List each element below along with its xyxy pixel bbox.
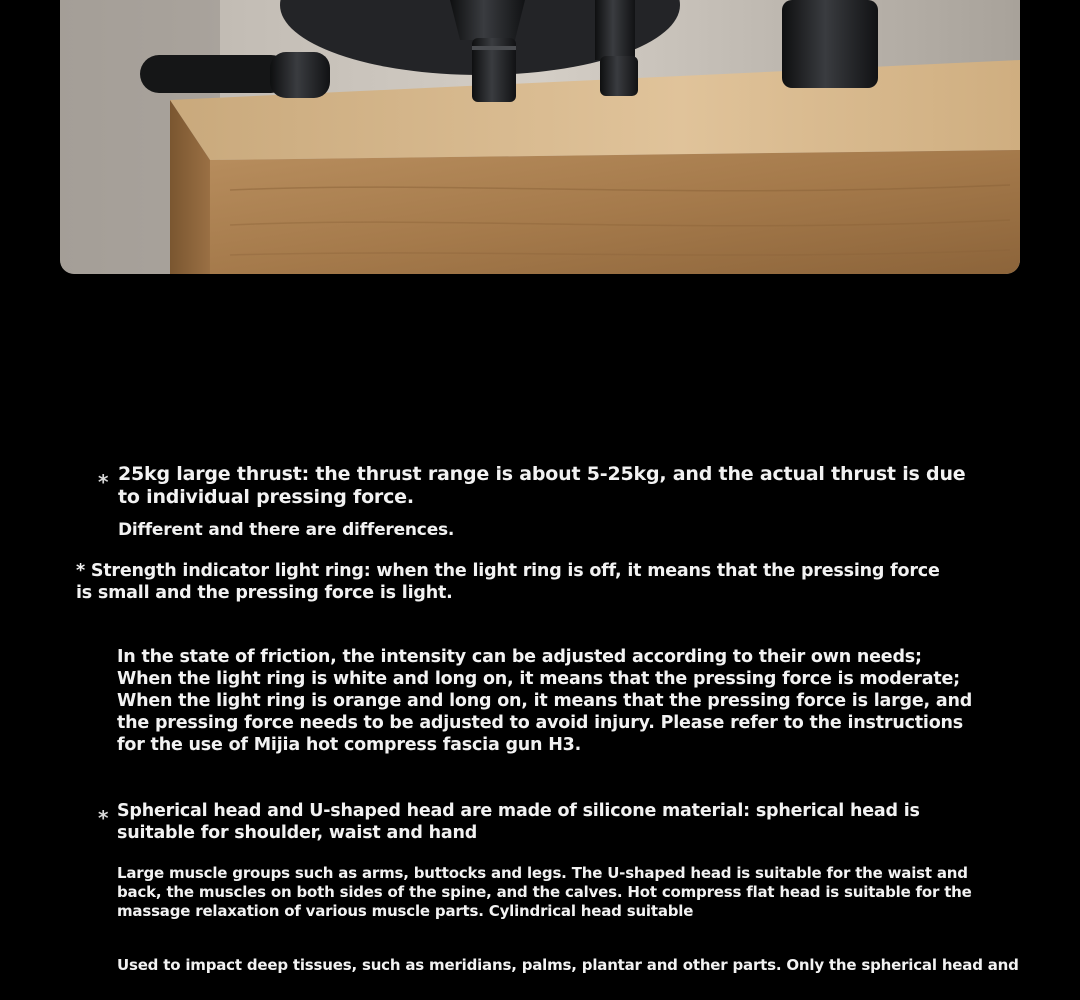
indicator-detail-line: In the state of friction, the intensity can be adjusted according to their own needs; [117, 647, 922, 667]
heads-detail-line: massage relaxation of various muscle parts. Cylindrical head suitable [117, 902, 694, 920]
indicator-line-2: is small and the pressing force is light. [76, 583, 453, 603]
bullet-star-thrust: * [98, 470, 109, 494]
heads-detail [117, 864, 972, 921]
thrust-note: Different and there are differences. [118, 520, 455, 540]
heads-heading [117, 800, 920, 844]
product-photo-illustration [60, 0, 1020, 274]
thrust-heading [118, 463, 965, 509]
product-photo [60, 0, 1020, 274]
thrust-line-1: 25kg large thrust: the thrust range is about 5-25kg, and the actual thrust is due [118, 463, 966, 485]
indicator-detail-line: When the light ring is orange and long on, it means that the pressing force is large, and [117, 691, 973, 711]
thrust-line-2: to individual pressing force. [118, 486, 414, 508]
heads-detail-line: Large muscle groups such as arms, buttocks and legs. The U-shaped head is suitable for the waist and [117, 864, 968, 882]
bullet-star-heads: * [98, 806, 109, 830]
indicator-detail [117, 646, 972, 756]
indicator-detail-line: for the use of Mijia hot compress fascia gun H3. [117, 735, 582, 755]
heads-extra: Used to impact deep tissues, such as meridians, palms, plantar and other parts. Only the spherical head and [117, 956, 1019, 974]
heads-line-2: suitable for shoulder, waist and hand [117, 823, 478, 843]
indicator-detail-line: When the light ring is white and long on, it means that the pressing force is moderate; [117, 669, 960, 689]
heads-line-1: Spherical head and U-shaped head are made of silicone material: spherical head is [117, 801, 920, 821]
heads-detail-line: back, the muscles on both sides of the spine, and the calves. Hot compress flat head is suitable for the [117, 883, 972, 901]
indicator-heading [76, 560, 940, 604]
indicator-line-1: * Strength indicator light ring: when the light ring is off, it means that the pressing force [76, 561, 940, 581]
indicator-detail-line: the pressing force needs to be adjusted to avoid injury. Please refer to the instructions [117, 713, 964, 733]
